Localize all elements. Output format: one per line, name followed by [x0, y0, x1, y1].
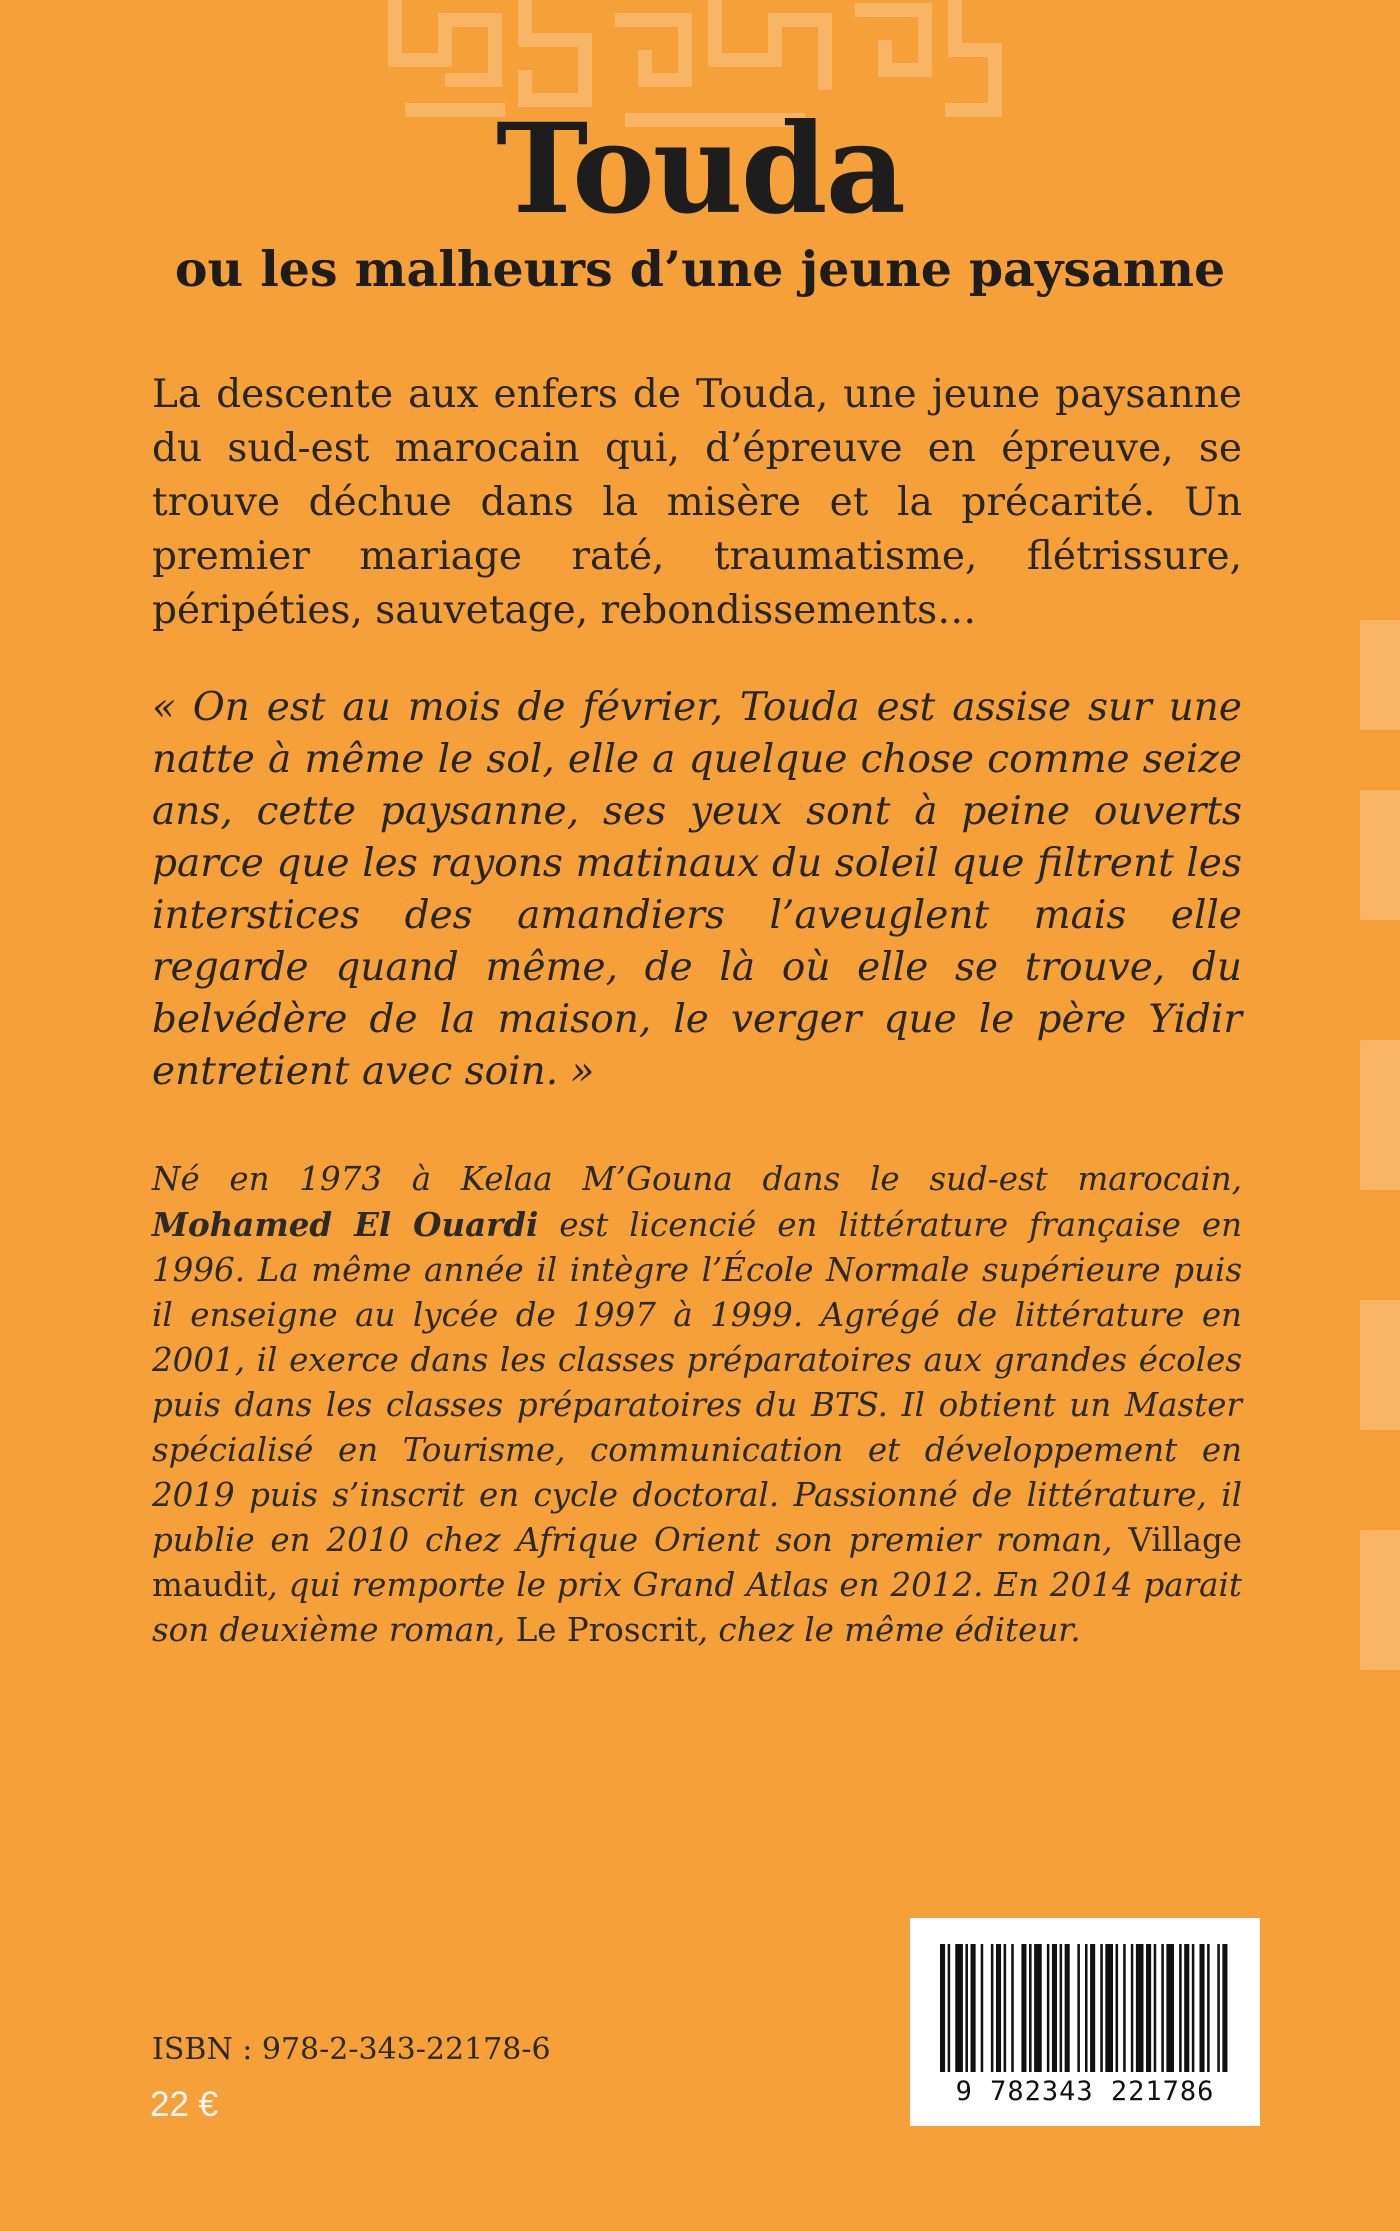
bio-part-3: , chez le même éditeur. [697, 1611, 1081, 1649]
blurb-paragraph: La descente aux enfers de Touda, une jeune paysanne du sud-est marocain qui, d’épreuve en épreuve, se trouve déchue dans la misère et la précarité. Un premier mariage raté, traumatisme, flétrissure, péripéties, sauvetage, rebondissements… [152, 372, 1242, 633]
barcode-number: 9 782343 221786 [955, 2076, 1215, 2107]
book-title-2: Le Proscrit [515, 1611, 698, 1649]
book-subtitle: ou les malheurs d’une jeune paysanne [174, 240, 1226, 298]
excerpt-quote: « On est au mois de février, Touda est assise sur une natte à même le sol, elle a quelque chose comme seize ans, cette paysanne, ses yeux sont à peine ouverts parce que les rayons matinaux du soleil que filtrent les interstices des amandiers l’aveuglent mais elle regarde quand même, de là où elle se trouve, du belvédère de la maison, le verger que le père Yidir entretient avec soin. » [152, 685, 1242, 1094]
author-bio [152, 1157, 1242, 1653]
book-title-1: Village maudit [152, 1521, 1242, 1604]
barcode-icon [940, 1944, 1230, 2072]
side-pattern-icon [1360, 600, 1400, 1700]
isbn-label: ISBN : 978-2-343-22178-6 [152, 2032, 551, 2067]
book-title: Touda [496, 97, 904, 242]
bio-part-2: , qui remporte le prix Grand Atlas en 2012. En 2014 parait son deuxième roman, [152, 1566, 1242, 1649]
author-name: Mohamed El Ouardi [152, 1205, 539, 1244]
price-label: 22 € [150, 2085, 219, 2124]
bio-part-1: est licencié en littérature française en 1996. La même année il intègre l’École Normale supérieure puis il enseigne au lycée de 1997 à 1999. Agrégé de littérature en 2001, il exerce dans les classes préparatoires aux grandes écoles puis dans les classes préparatoires du BTS. Il obtient un Master spécialisé en Tourisme, communication et développement en 2019 puis s’inscrit en cycle doctoral. Passionné de littérature, il publie en 2010 chez Afrique Orient son premier roman, [152, 1206, 1242, 1559]
bio-intro: Né en 1973 à Kelaa M’Gouna dans le sud-est marocain, [152, 1160, 1242, 1198]
barcode [910, 1918, 1260, 2126]
